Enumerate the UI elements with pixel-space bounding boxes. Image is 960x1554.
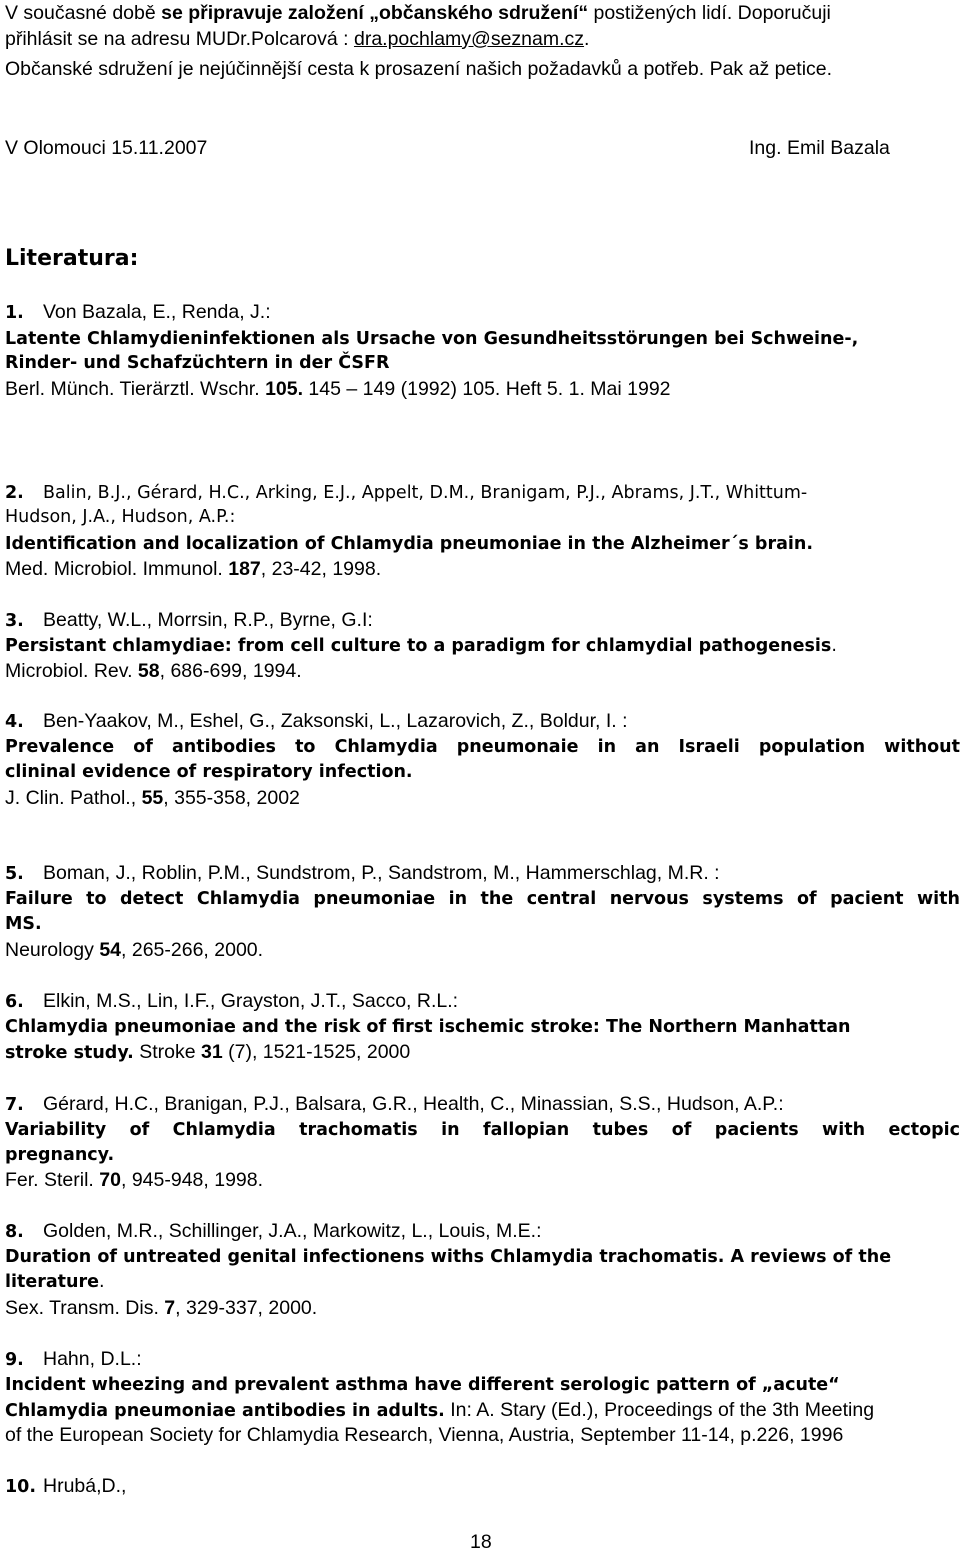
- ref-3-authors: 3. Beatty, W.L., Morrsin, R.P., Byrne, G.I:: [5, 609, 373, 631]
- intro-line-1: V současné době se připravuje založení „občanského sdružení“ postižených lidí. Doporučuji: [5, 2, 831, 24]
- ref-8-authors: 8. Golden, M.R., Schillinger, J.A., Markowitz, L., Louis, M.E.:: [5, 1220, 542, 1242]
- ref-6-authors: 6. Elkin, M.S., Lin, I.F., Grayston, J.T., Sacco, R.L.:: [5, 990, 459, 1012]
- ref-7-title-2: pregnancy.: [5, 1145, 115, 1165]
- ref-9-source: of the European Society for Chlamydia Research, Vienna, Austria, September 11-14, p.226, 1996: [5, 1424, 844, 1446]
- ref-2-source: Med. Microbiol. Immunol. 187, 23-42, 1998.: [5, 558, 382, 580]
- ref-5-authors: 5. Boman, J., Roblin, P.M., Sundstrom, P., Sandstrom, M., Hammerschlag, M.R. :: [5, 862, 720, 884]
- ref-3-source: Microbiol. Rev. 58, 686-699, 1994.: [5, 660, 302, 682]
- ref-9-authors: 9. Hahn, D.L.:: [5, 1348, 142, 1370]
- ref-8-title-1: Duration of untreated genital infectionens withs Chlamydia trachomatis. A reviews of the: [5, 1247, 892, 1267]
- ref-5-title-2: MS.: [5, 914, 42, 934]
- ref-6-title-2: stroke study. Stroke 31 (7), 1521-1525, 2000: [5, 1041, 411, 1063]
- ref-6-title-1: Chlamydia pneumoniae and the risk of first ischemic stroke: The Northern Manhattan: [5, 1017, 851, 1037]
- ref-9-title-2: Chlamydia pneumoniae antibodies in adults. In: A. Stary (Ed.), Proceedings of the 3th Meeting: [5, 1399, 875, 1421]
- ref-9-title-1: Incident wheezing and prevalent asthma have different serologic pattern of „acute“: [5, 1375, 840, 1395]
- ref-4-title-1: Prevalence of antibodies to Chlamydia pneumonaie in an Israeli population without: [5, 737, 960, 757]
- ref-4-authors: 4. Ben-Yaakov, M., Eshel, G., Zaksonski, L., Lazarovich, Z., Boldur, I. :: [5, 710, 628, 732]
- ref-7-authors: 7. Gérard, H.C., Branigan, P.J., Balsara, G.R., Health, C., Minassian, S.S., Hudson, A.P.:: [5, 1093, 784, 1115]
- page-number: 18: [470, 1531, 492, 1553]
- ref-8-source: Sex. Transm. Dis. 7, 329-337, 2000.: [5, 1297, 318, 1319]
- ref-8-title-2: literature.: [5, 1272, 105, 1292]
- ref-1-source: Berl. Münch. Tierärztl. Wschr. 105. 145 – 149 (1992) 105. Heft 5. 1. Mai 1992: [5, 378, 671, 400]
- ref-3-title-1: Persistant chlamydiae: from cell culture to a paradigm for chlamydial pathogenesis.: [5, 636, 837, 656]
- ref-2-authors-2: Hudson, J.A., Hudson, A.P.:: [5, 507, 236, 527]
- ref-1-authors: 1. Von Bazala, E., Renda, J.:: [5, 301, 271, 323]
- ref-7-source: Fer. Steril. 70, 945-948, 1998.: [5, 1169, 264, 1191]
- ref-2-authors-1: 2. Balin, B.J., Gérard, H.C., Arking, E.J., Appelt, D.M., Branigam, P.J., Abrams, J.T., Whittum-: [5, 483, 808, 503]
- intro-line-2: přihlásit se na adresu MUDr.Polcarová : dra.pochlamy@seznam.cz.: [5, 28, 590, 50]
- ref-4-source: J. Clin. Pathol., 55, 355-358, 2002: [5, 787, 300, 809]
- intro-line-3: Občanské sdružení je nejúčinnější cesta k prosazení našich požadavků a potřeb. Pak až petice.: [5, 58, 833, 80]
- ref-10-authors: 10. Hrubá,D.,: [5, 1475, 127, 1497]
- ref-5-source: Neurology 54, 265-266, 2000.: [5, 939, 264, 961]
- author-name: Ing. Emil Bazala: [749, 137, 890, 159]
- email-link[interactable]: dra.pochlamy@seznam.cz: [353, 28, 585, 50]
- ref-1-title-2: Rinder- und Schafzüchtern in der ČSFR: [5, 353, 390, 373]
- ref-2-title-1: Identification and localization of Chlamydia pneumoniae in the Alzheimer´s brain.: [5, 534, 813, 554]
- literatura-heading: Literatura:: [5, 246, 139, 271]
- place-date: V Olomouci 15.11.2007: [5, 137, 208, 159]
- ref-5-title-1: Failure to detect Chlamydia pneumoniae in the central nervous systems of pacient with: [5, 889, 960, 909]
- ref-7-title-1: Variability of Chlamydia trachomatis in fallopian tubes of pacients with ectopic: [5, 1120, 960, 1140]
- ref-1-title-1: Latente Chlamydieninfektionen als Ursache von Gesundheitsstörungen bei Schweine-,: [5, 329, 859, 349]
- ref-4-title-2: clininal evidence of respiratory infection.: [5, 762, 413, 782]
